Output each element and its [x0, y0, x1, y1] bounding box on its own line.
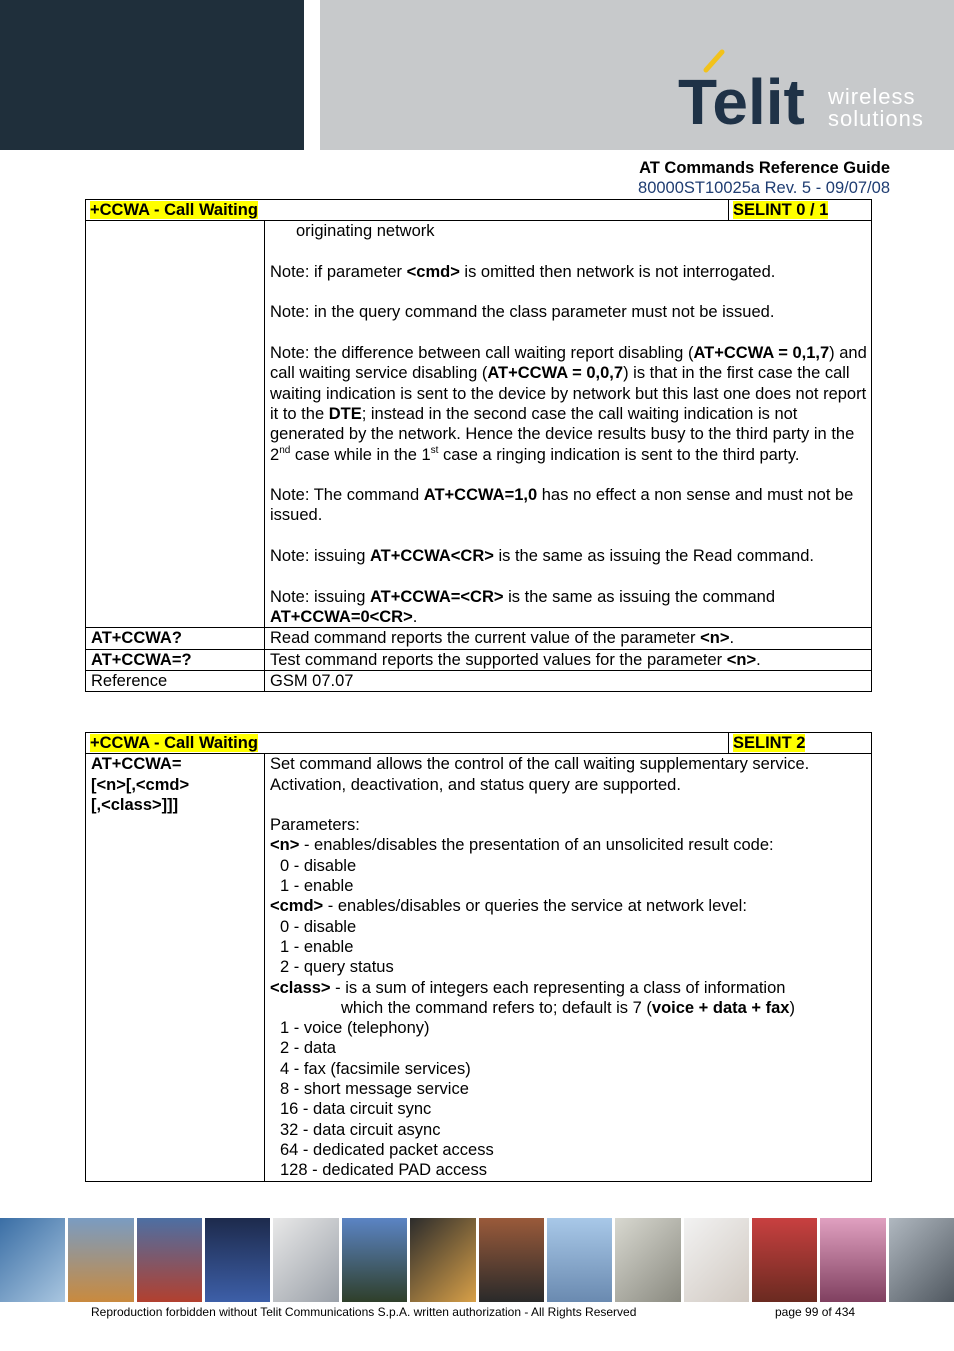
param-value: 64 - dedicated packet access	[280, 1140, 494, 1159]
param-value: 0 - disable	[280, 917, 357, 936]
table-row	[86, 754, 872, 1181]
selint-badge: SELINT 2	[733, 734, 806, 752]
header-dark-panel	[0, 0, 304, 150]
set-intro: Set command allows the control of the call waiting supplementary service. Activation, deactivation, and status query are supported.	[270, 755, 810, 794]
footer-copyright: Reproduction forbidden without Telit Communications S.p.A. written authorization - All Rights Reserved	[91, 1305, 637, 1319]
param-value: 1 - enable	[280, 937, 354, 956]
table-title-row	[86, 733, 872, 754]
params-label: Parameters:	[270, 816, 360, 835]
table-title: +CCWA - Call Waiting	[90, 201, 258, 219]
note-nonsense: Note: The command AT+CCWA=1,0 has no effect a non sense and must not be issued.	[270, 486, 854, 525]
param-n: <n> - enables/disables the presentation of an unsolicited result code:	[270, 836, 774, 855]
note-cmd-omitted: Note: if parameter <cmd> is omitted then network is not interrogated.	[270, 262, 776, 281]
notes-cell	[265, 221, 872, 628]
param-value: 1 - voice (telephony)	[280, 1019, 430, 1038]
ccwa-table-selint01	[85, 199, 872, 692]
param-value: 1 - enable	[280, 877, 354, 896]
desc-cell: Read command reports the current value of the parameter <n>.	[265, 628, 872, 649]
param-value: 128 - dedicated PAD access	[280, 1161, 487, 1180]
param-value: 16 - data circuit sync	[280, 1100, 432, 1119]
note-difference: Note: the difference between call waiting report disabling (AT+CCWA = 0,1,7) and call waiting service disabling (AT+CCWA = 0,0,7) is that in the first case the call waiting indication is sent to the device by network but this last one does not report it to the DTE; instead in the second case the call waiting indication is not generated by the network. Hence the device results busy to the third party in the 2nd case while in the 1st case a ringing indication is sent to the third party.	[270, 344, 867, 464]
note-read-command: Note: issuing AT+CCWA<CR> is the same as issuing the Read command.	[270, 547, 814, 566]
tagline-wireless: wireless	[828, 84, 916, 109]
param-class: <class> - is a sum of integers each representing a class of information	[270, 978, 786, 997]
note-query-class: Note: in the query command the class parameter must not be issued.	[270, 303, 775, 322]
note-set-default: Note: issuing AT+CCWA=<CR> is the same as issuing the command AT+CCWA=0<CR>.	[270, 587, 775, 626]
svg-text:Telit: Telit	[678, 66, 805, 134]
footer-page-number: page 99 of 434	[775, 1305, 856, 1319]
param-class-default: which the command refers to; default is 7 (voice + data + fax)	[341, 998, 795, 1017]
table-title: +CCWA - Call Waiting	[90, 734, 258, 752]
doc-title: AT Commands Reference Guide	[639, 159, 890, 177]
selint-badge: SELINT 0 / 1	[733, 201, 829, 219]
cmd-cell: AT+CCWA?	[86, 628, 265, 649]
tagline-solutions: solutions	[828, 106, 924, 131]
param-value: 2 - data	[280, 1039, 336, 1058]
table-title-row	[86, 200, 872, 221]
desc-cell	[265, 754, 872, 1181]
desc-cell: Test command reports the supported values for the parameter <n>.	[265, 649, 872, 670]
param-value: 8 - short message service	[280, 1080, 469, 1099]
table-row	[86, 221, 872, 628]
param-value: 32 - data circuit async	[280, 1120, 441, 1139]
param-value: 4 - fax (facsimile services)	[280, 1059, 471, 1078]
ccwa-table-selint2	[85, 732, 872, 1182]
footer-image-strip	[0, 1218, 954, 1302]
continued-text: originating network	[296, 222, 435, 241]
param-value: 2 - query status	[280, 958, 394, 977]
cmd-cell: AT+CCWA= [<n>[,<cmd> [,<class>]]]	[86, 754, 265, 1181]
param-value: 0 - disable	[280, 856, 357, 875]
cmd-cell: AT+CCWA=?	[86, 649, 265, 670]
table-row	[86, 649, 872, 670]
param-cmd: <cmd> - enables/disables or queries the service at network level:	[270, 897, 747, 916]
desc-cell: GSM 07.07	[265, 670, 872, 691]
table-row	[86, 628, 872, 649]
telit-logo	[676, 48, 936, 134]
cmd-cell: Reference	[86, 670, 265, 691]
doc-revision: 80000ST10025a Rev. 5 - 09/07/08	[638, 179, 890, 197]
table-row	[86, 670, 872, 691]
